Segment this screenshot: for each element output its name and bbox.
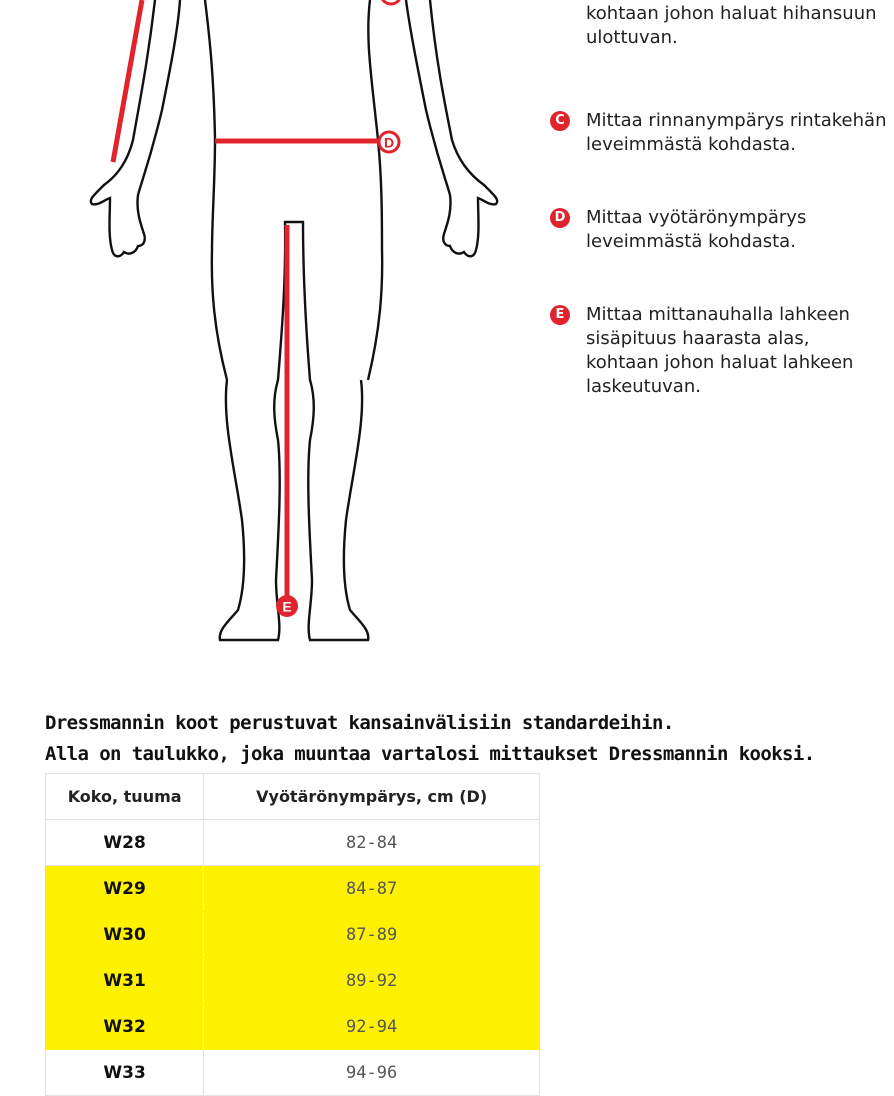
- instruction-c-text: Mittaa rinnanympärys rintakehän leveimmästä kohdasta.: [586, 110, 887, 155]
- cell-waist: 87-89: [204, 912, 540, 958]
- size-conversion-table: [45, 773, 540, 1096]
- cell-size: W29: [46, 866, 204, 912]
- cell-waist: 94-96: [204, 1050, 540, 1096]
- header-size: Koko, tuuma: [46, 774, 204, 820]
- table-row: [46, 1004, 540, 1050]
- table-row: [46, 820, 540, 866]
- marker-c-partial: [381, 0, 401, 4]
- table-row: [46, 1050, 540, 1096]
- left-leg-outline: [220, 222, 369, 640]
- marker-e-label: E: [282, 598, 292, 615]
- cell-size: W32: [46, 1004, 204, 1050]
- cell-size: W31: [46, 958, 204, 1004]
- marker-d-label: D: [383, 134, 395, 151]
- instruction-e-marker: E: [550, 305, 570, 325]
- instruction-c-marker: C: [550, 111, 570, 131]
- torso-right-edge: [368, 0, 382, 380]
- cell-waist: 82-84: [204, 820, 540, 866]
- table-row: [46, 958, 540, 1004]
- header-waist: Vyötärönympärys, cm (D): [204, 774, 540, 820]
- intro-line-1: Dressmannin koot perustuvat kansainvälisiin standardeihin.: [45, 712, 674, 734]
- table-row: [46, 866, 540, 912]
- instruction-d-text: Mittaa vyötärönympärys leveimmästä kohdasta.: [586, 207, 807, 252]
- table-row: [46, 912, 540, 958]
- table-header-row: [46, 774, 540, 820]
- intro-line-2: Alla on taulukko, joka muuntaa vartalosi mittaukset Dressmannin kooksi.: [45, 743, 815, 765]
- arm-length-measure-line: [113, 0, 142, 162]
- cell-size: W30: [46, 912, 204, 958]
- cell-waist: 84-87: [204, 866, 540, 912]
- cell-size: W33: [46, 1050, 204, 1096]
- cell-size: W28: [46, 820, 204, 866]
- cell-waist: 92-94: [204, 1004, 540, 1050]
- size-standard-intro: [45, 708, 875, 770]
- cell-waist: 89-92: [204, 958, 540, 1004]
- body-outline-illustration: [0, 0, 560, 680]
- instruction-e-text: Mittaa mittanauhalla lahkeen sisäpituus haarasta alas, kohtaan johon haluat lahkeen laskeutuvan.: [586, 304, 854, 397]
- torso-left-edge: [205, 0, 227, 380]
- right-arm-outline: [406, 0, 497, 256]
- instruction-b-continuation: kohtaan johon haluat hihansuun ulottuvan.: [586, 3, 877, 48]
- instruction-d-marker: D: [550, 208, 570, 228]
